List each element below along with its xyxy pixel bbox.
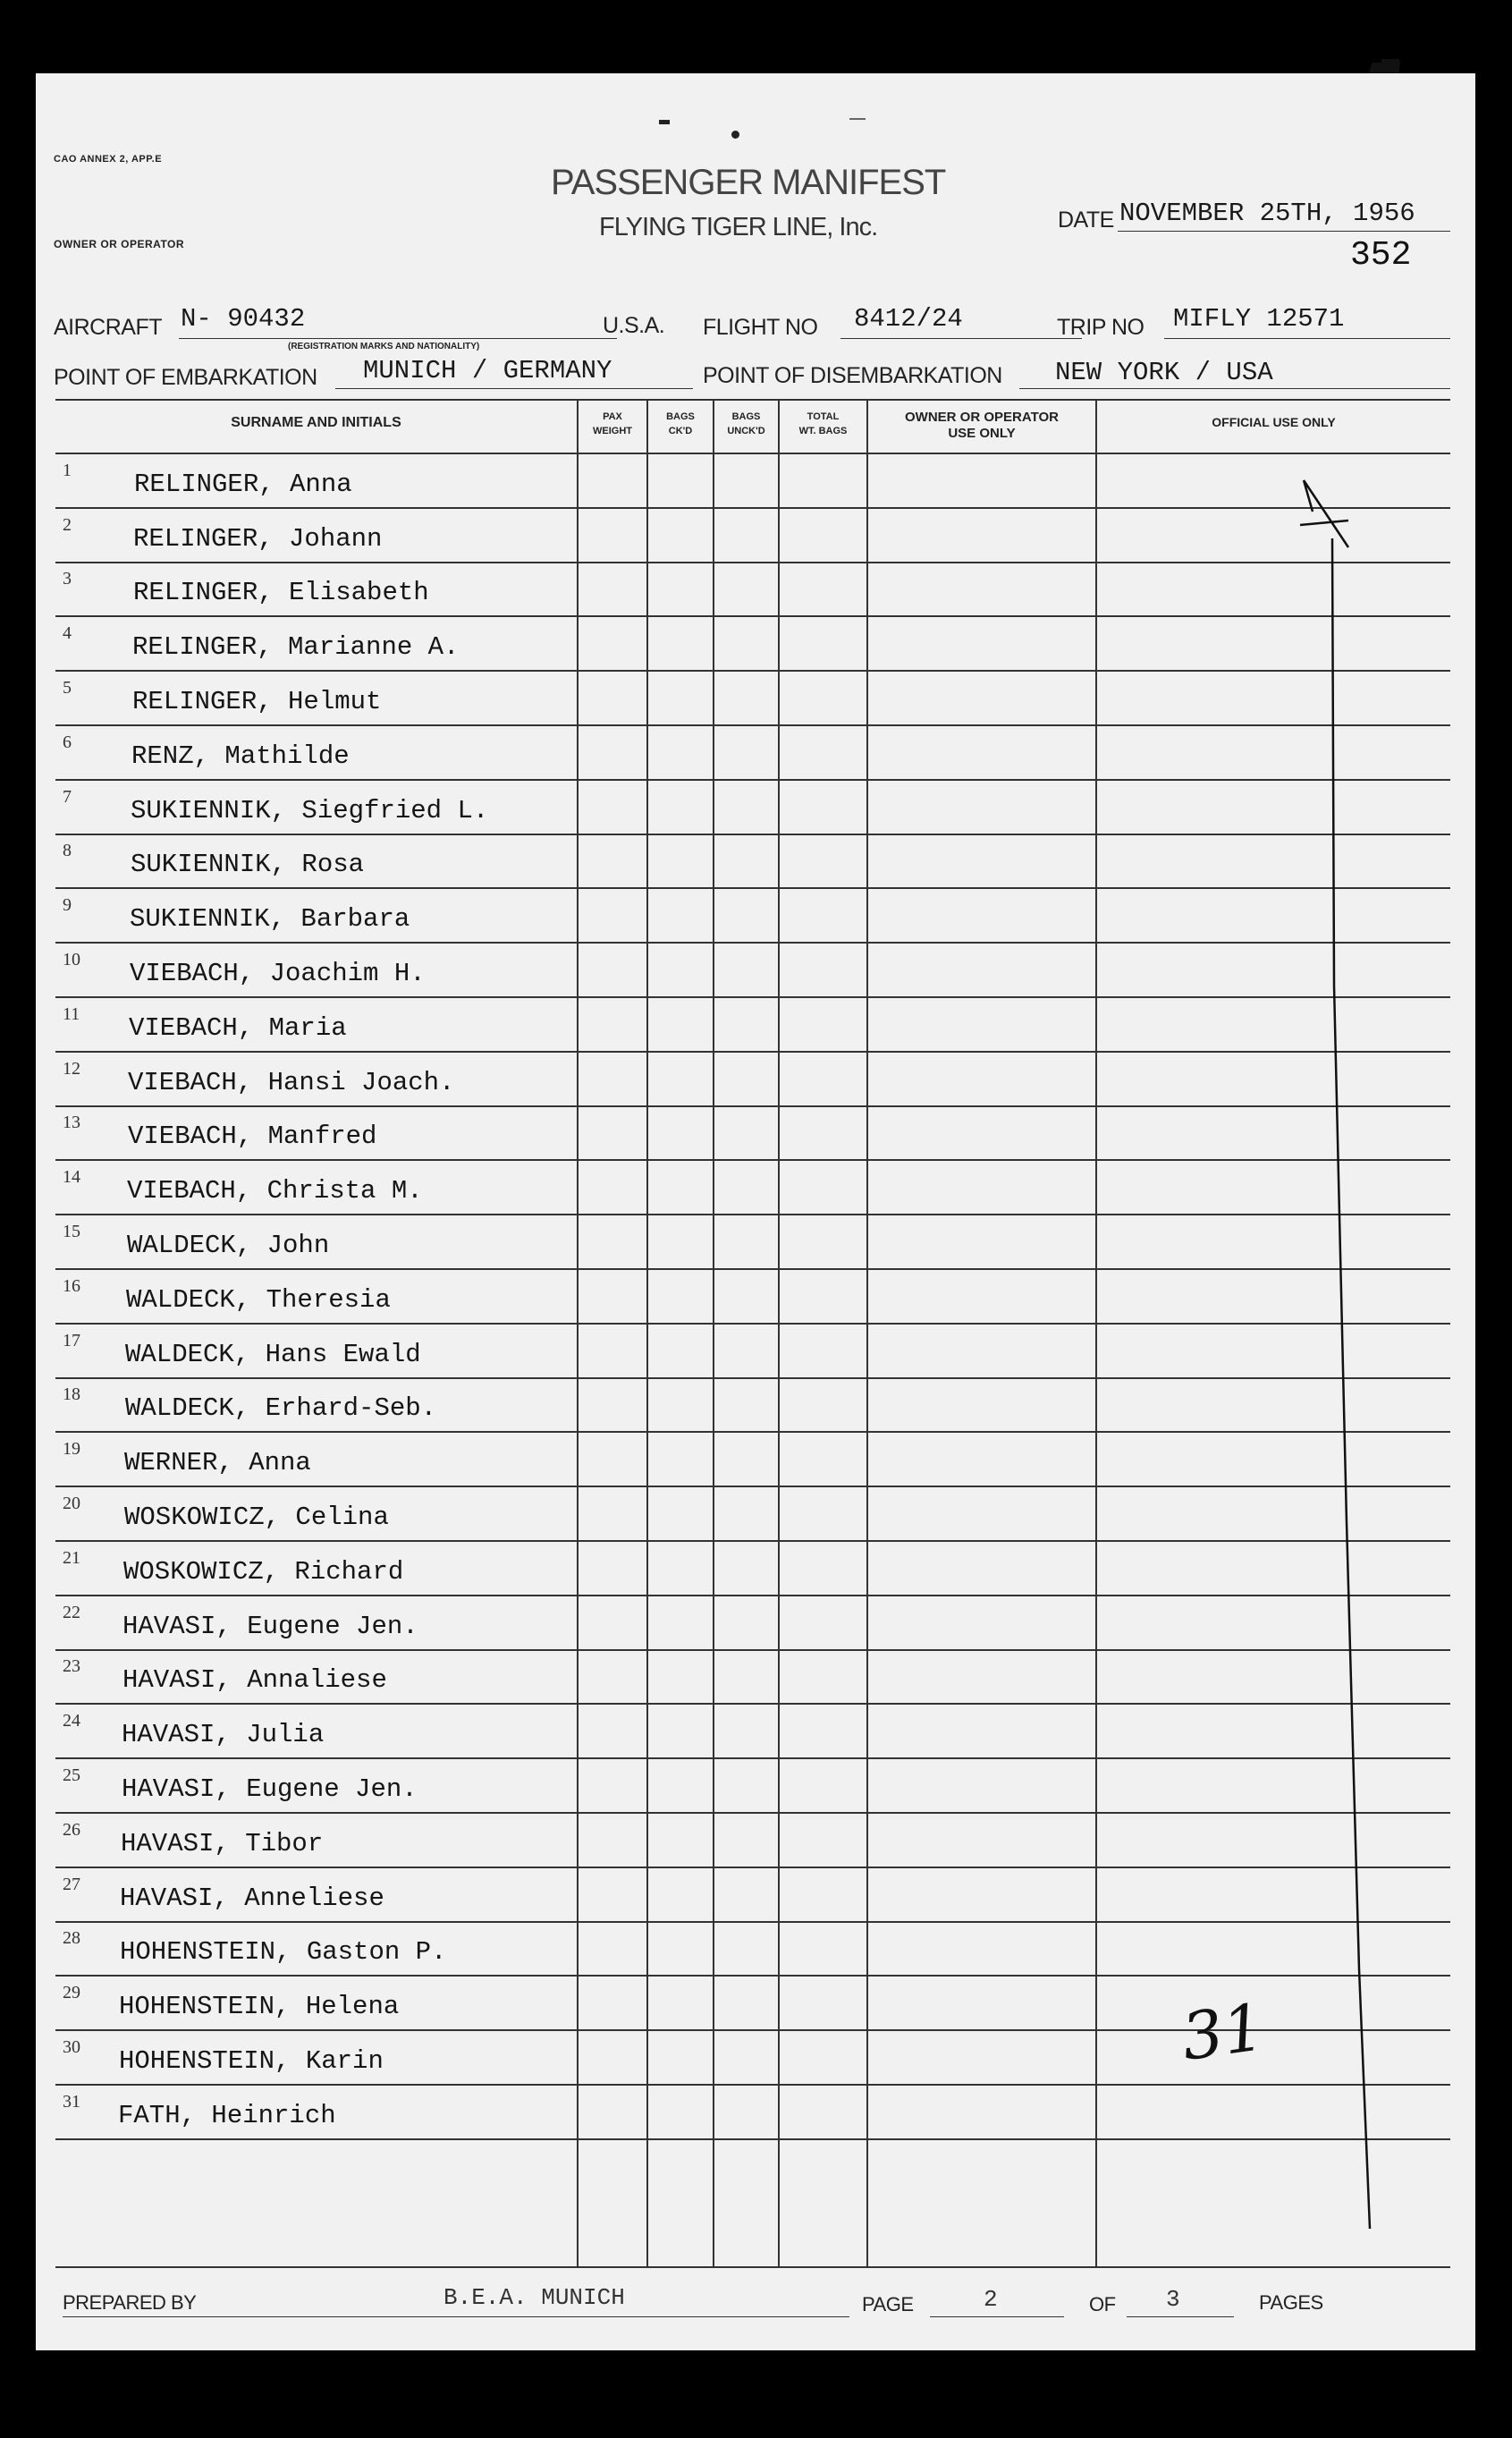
row-divider	[55, 1268, 1450, 1270]
prepared-by-label: PREPARED BY	[63, 2291, 197, 2314]
row-number: 19	[63, 1439, 80, 1459]
row-number: 21	[63, 1548, 80, 1568]
column-header-text: OWNER OR OPERATOR	[905, 410, 1059, 425]
passenger-name: HOHENSTEIN, Gaston P.	[120, 1937, 447, 1967]
registration-note: (REGISTRATION MARKS AND NATIONALITY)	[288, 342, 480, 351]
passenger-name: VIEBACH, Maria	[129, 1013, 347, 1043]
passenger-name: VIEBACH, Christa M.	[127, 1176, 423, 1206]
disembark-underline	[1019, 388, 1450, 389]
row-number: 18	[63, 1384, 80, 1404]
row-divider	[55, 1051, 1450, 1053]
passenger-name: HAVASI, Annaliese	[122, 1665, 387, 1695]
row-divider	[55, 1323, 1450, 1325]
airline-name: FLYING TIGER LINE, Inc.	[599, 213, 878, 241]
row-divider	[55, 834, 1450, 835]
row-divider	[55, 507, 1450, 509]
row-divider	[55, 1431, 1450, 1433]
passenger-name: RELINGER, Helmut	[132, 687, 382, 716]
row-divider	[55, 1214, 1450, 1215]
trip-number-value: MIFLY 12571	[1173, 304, 1345, 334]
row-number: 12	[63, 1059, 80, 1079]
column-divider	[866, 399, 868, 2266]
passenger-name: HOHENSTEIN, Helena	[119, 1992, 400, 2021]
handwritten-initial	[1288, 462, 1326, 525]
date-value: NOVEMBER 25TH, 1956	[1119, 199, 1415, 228]
row-divider	[55, 1921, 1450, 1923]
passenger-name: WALDECK, Theresia	[126, 1285, 391, 1315]
row-number: 5	[63, 678, 72, 698]
scan-speck	[659, 120, 670, 124]
column-divider	[1095, 399, 1097, 2266]
row-number: 31	[63, 2092, 80, 2112]
column-header-text: BAGS	[731, 411, 761, 422]
country-label: U.S.A.	[603, 313, 665, 338]
aircraft-label: AIRCRAFT	[54, 315, 162, 340]
row-divider	[55, 887, 1450, 889]
page-underline	[930, 2316, 1064, 2317]
row-number: 27	[63, 1875, 80, 1894]
of-label: OF	[1089, 2293, 1116, 2315]
column-header-text: UNCK'D	[727, 426, 765, 436]
owner-operator-label: OWNER OR OPERATOR	[54, 238, 185, 250]
row-number: 15	[63, 1222, 80, 1241]
row-divider	[55, 996, 1450, 998]
aircraft-underline	[179, 338, 617, 339]
passenger-name: WALDECK, John	[127, 1231, 330, 1260]
column-header-text: CK'D	[668, 426, 693, 436]
row-divider	[55, 670, 1450, 672]
passenger-name: HOHENSTEIN, Karin	[119, 2046, 384, 2076]
of-value: 3	[1166, 2286, 1180, 2313]
prepared-by-value: B.E.A. MUNICH	[443, 2284, 625, 2311]
row-number: 16	[63, 1276, 80, 1296]
row-divider	[55, 1975, 1450, 1977]
disembarkation-value: NEW YORK / USA	[1055, 358, 1273, 387]
row-divider	[55, 1486, 1450, 1487]
column-divider	[778, 399, 780, 2266]
embarkation-label: POINT OF EMBARKATION	[54, 365, 317, 390]
row-number: 1	[63, 461, 72, 480]
row-divider	[55, 1159, 1450, 1161]
date-label: DATE	[1058, 207, 1114, 233]
column-divider	[577, 399, 579, 2266]
date-underline	[1118, 231, 1450, 232]
row-number: 20	[63, 1494, 80, 1513]
row-divider	[55, 2138, 1450, 2140]
handwritten-check-line	[1261, 449, 1404, 2256]
page-label: PAGE	[862, 2293, 914, 2315]
column-header-bags-unchecked	[714, 410, 778, 438]
row-number: 26	[63, 1820, 80, 1840]
scan-speck	[731, 131, 739, 139]
sheet-number: 352	[1350, 236, 1412, 275]
row-divider	[55, 779, 1450, 781]
column-header-pax-weight	[579, 410, 646, 438]
passenger-name: HAVASI, Tibor	[121, 1829, 324, 1858]
row-number: 29	[63, 1983, 80, 2002]
column-header-text: PAX	[603, 411, 622, 422]
passenger-name: RELINGER, Elisabeth	[133, 578, 429, 607]
aircraft-value: N- 90432	[181, 304, 306, 334]
passenger-name: WOSKOWICZ, Richard	[123, 1557, 404, 1587]
row-divider	[55, 1540, 1450, 1542]
row-number: 4	[63, 623, 72, 643]
row-number: 2	[63, 515, 72, 535]
table-header-border	[55, 453, 1450, 454]
page-title: PASSENGER MANIFEST	[551, 163, 946, 202]
passenger-name: HAVASI, Eugene Jen.	[122, 1774, 418, 1804]
column-header-official-use: OFFICIAL USE ONLY	[1212, 415, 1336, 429]
row-number: 11	[63, 1004, 80, 1024]
row-divider	[55, 724, 1450, 726]
embarkation-value: MUNICH / GERMANY	[363, 356, 612, 385]
pages-label: PAGES	[1259, 2291, 1323, 2314]
passenger-name: RELINGER, Marianne A.	[132, 632, 460, 662]
flight-number-value: 8412/24	[854, 304, 963, 334]
annex-label: CAO ANNEX 2, APP.E	[54, 154, 163, 165]
passenger-name: RELINGER, Anna	[134, 470, 352, 499]
trip-number-label: TRIP NO	[1057, 315, 1145, 340]
passenger-name: SUKIENNIK, Rosa	[131, 850, 365, 879]
embark-underline	[335, 388, 693, 389]
row-number: 13	[63, 1113, 80, 1132]
row-divider	[55, 942, 1450, 944]
footer-top-border	[55, 2266, 1450, 2268]
passenger-name: WALDECK, Erhard-Seb.	[125, 1393, 437, 1423]
column-header-text: WEIGHT	[593, 426, 632, 436]
passenger-name: VIEBACH, Joachim H.	[130, 959, 426, 988]
disembarkation-label: POINT OF DISEMBARKATION	[703, 363, 1002, 388]
passenger-name: VIEBACH, Manfred	[128, 1122, 377, 1151]
passenger-name: HAVASI, Julia	[122, 1720, 325, 1749]
trip-underline	[1164, 338, 1450, 339]
column-header-text: TOTAL	[807, 411, 840, 422]
column-header-total-weight	[780, 410, 866, 438]
row-number: 23	[63, 1656, 80, 1676]
row-number: 7	[63, 787, 72, 807]
passenger-name: VIEBACH, Hansi Joach.	[128, 1068, 455, 1097]
row-divider	[55, 562, 1450, 563]
page-value: 2	[984, 2286, 998, 2313]
column-header-text: WT. BAGS	[798, 426, 848, 436]
column-header-text: BAGS	[666, 411, 695, 422]
flight-underline	[840, 338, 1082, 339]
passenger-name: RELINGER, Johann	[133, 524, 383, 554]
column-header-bags-checked	[648, 410, 713, 438]
row-number: 9	[63, 895, 72, 915]
row-number: 28	[63, 1928, 80, 1948]
manifest-sheet	[36, 73, 1475, 2350]
passenger-name: WOSKOWICZ, Celina	[124, 1503, 389, 1532]
handwritten-total: 31	[1177, 1989, 1270, 2075]
row-number: 30	[63, 2037, 80, 2057]
column-header-surname: SURNAME AND INITIALS	[231, 415, 401, 430]
row-number: 24	[63, 1711, 80, 1731]
passenger-name: RENZ, Mathilde	[131, 741, 350, 771]
passenger-name: FATH, Heinrich	[118, 2101, 336, 2130]
prepared-by-underline	[63, 2316, 849, 2317]
table-top-border	[55, 399, 1450, 401]
column-divider	[646, 399, 648, 2266]
row-number: 14	[63, 1167, 80, 1187]
row-divider	[55, 1867, 1450, 1868]
of-underline	[1127, 2316, 1234, 2317]
row-number: 25	[63, 1765, 80, 1785]
row-number: 3	[63, 569, 72, 588]
flight-number-label: FLIGHT NO	[703, 315, 818, 340]
row-divider	[55, 1703, 1450, 1705]
row-divider	[55, 1757, 1450, 1759]
column-header-owner-use	[868, 410, 1095, 442]
row-divider	[55, 1377, 1450, 1379]
row-number: 17	[63, 1331, 80, 1350]
passenger-name: SUKIENNIK, Barbara	[130, 904, 410, 934]
passenger-name: HAVASI, Anneliese	[120, 1884, 384, 1913]
row-divider	[55, 2084, 1450, 2086]
passenger-name: HAVASI, Eugene Jen.	[122, 1612, 418, 1641]
passenger-name: WALDECK, Hans Ewald	[125, 1340, 421, 1369]
scan-speck	[849, 118, 866, 120]
row-number: 22	[63, 1603, 80, 1622]
row-divider	[55, 1105, 1450, 1107]
passenger-name: WERNER, Anna	[124, 1448, 311, 1477]
column-divider	[713, 399, 714, 2266]
row-number: 6	[63, 732, 72, 752]
row-divider	[55, 1649, 1450, 1651]
passenger-name: SUKIENNIK, Siegfried L.	[131, 796, 489, 825]
row-divider	[55, 615, 1450, 617]
row-divider	[55, 1595, 1450, 1596]
row-number: 10	[63, 950, 80, 969]
column-header-text: USE ONLY	[948, 426, 1016, 441]
row-number: 8	[63, 841, 72, 860]
row-divider	[55, 1812, 1450, 1814]
